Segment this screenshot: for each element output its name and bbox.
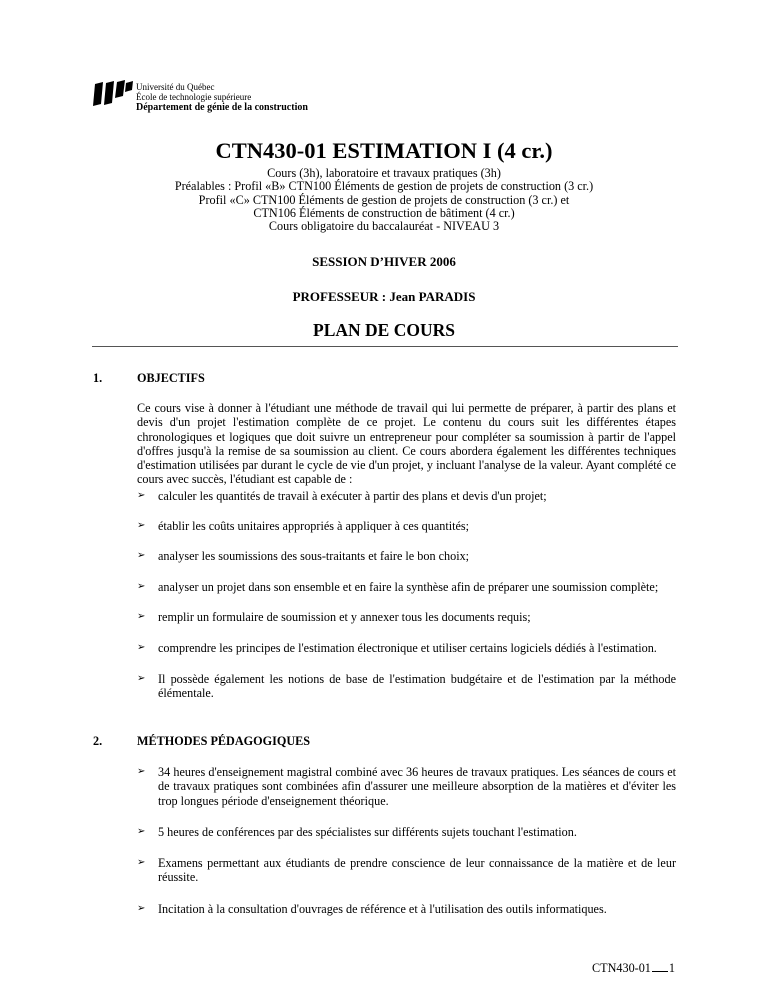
section-number: 1. (93, 371, 103, 385)
divider (92, 346, 678, 347)
course-info-line: Cours obligatoire du baccalauréat - NIVEAU 3 (268, 219, 500, 234)
professor-label: PROFESSEUR : Jean PARADIS (292, 289, 476, 304)
school-name: École de technologie supérieure (136, 92, 252, 102)
footer-course-code: CTN430-01 (592, 961, 651, 975)
course-title: CTN430-01 ESTIMATION I (4 cr.) (215, 138, 553, 163)
objectives-paragraph: Ce cours vise à donner à l'étudiant une méthode de travail qui lui permette de préparer, à partir des plans et devis d'un projet l'estimation complète de ce projet. Le contenu du cours suit les différentes étapes chronologiques et logiques que doit suivre un entrepreneur pour compléter sa soumission à partir de l'appel d'offres jusqu'à la remise de sa soumission au client. Ce cours abordera également les différentes techniques d'estimation utilisées par durant le cycle de vie d'un projet, y incluant l'analyse de la valeur. Ayant complété ce cours avec succès, l'étudiant est capable de : (137, 401, 676, 487)
arrow-bullet-icon: ➢ (137, 611, 146, 622)
course-info-line: CTN106 Éléments de construction de bâtiment (4 cr.) (253, 205, 515, 220)
session-label: SESSION D’HIVER 2006 (312, 254, 456, 269)
section-title-methodes: MÉTHODES PÉDAGOGIQUES (137, 734, 311, 748)
section-number: 2. (93, 734, 103, 748)
arrow-bullet-icon: ➢ (137, 490, 146, 501)
arrow-bullet-icon: ➢ (137, 673, 146, 684)
arrow-bullet-icon: ➢ (137, 826, 146, 837)
arrow-bullet-icon: ➢ (137, 642, 146, 653)
arrow-bullet-icon: ➢ (137, 581, 146, 592)
department-name: Département de génie de la construction (136, 102, 308, 113)
university-name: Université du Québec (136, 82, 215, 92)
course-info-line: Préalables : Profil «B» CTN100 Éléments de gestion de projets de construction (3 cr.) (174, 179, 594, 194)
section-title-objectifs: OBJECTIFS (137, 371, 205, 385)
arrow-bullet-icon: ➢ (137, 766, 146, 777)
ets-logo-icon (93, 80, 133, 110)
arrow-bullet-icon: ➢ (137, 520, 146, 531)
course-info-line: Profil «C» CTN100 Éléments de gestion de projets de construction (3 cr.) et (198, 192, 570, 207)
course-info (0, 167, 768, 233)
page-footer (592, 960, 675, 976)
arrow-bullet-icon: ➢ (137, 857, 146, 868)
page-number: 1 (668, 961, 675, 975)
course-info-line: Cours (3h), laboratoire et travaux pratiques (3h) (267, 166, 501, 180)
arrow-bullet-icon: ➢ (137, 550, 146, 561)
institution-text (136, 82, 308, 114)
footer-separator (652, 960, 668, 972)
plan-title: PLAN DE COURS (313, 320, 455, 340)
arrow-bullet-icon: ➢ (137, 903, 146, 914)
